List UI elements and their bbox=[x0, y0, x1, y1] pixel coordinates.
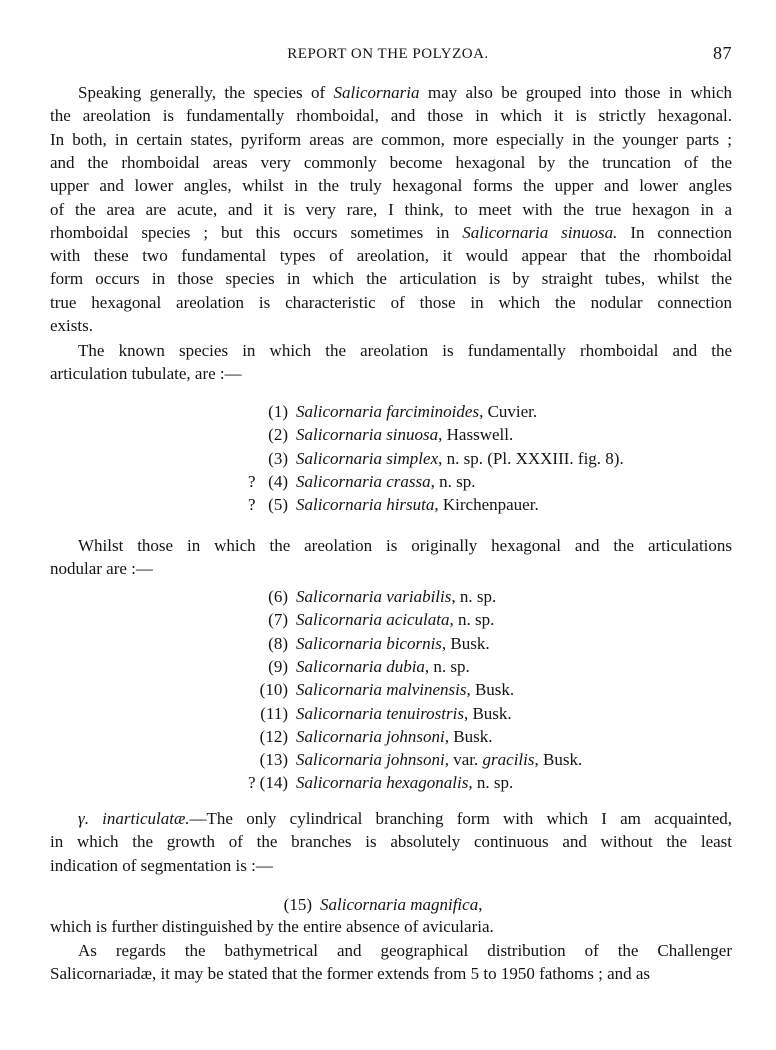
paragraph-line bbox=[50, 535, 732, 557]
paragraph-line bbox=[50, 222, 732, 244]
species-name bbox=[320, 894, 482, 916]
item-number: (15) bbox=[283, 895, 312, 914]
text-run: and the rhomboidal areas very commonly become hexagonal by the truncation of the bbox=[50, 153, 732, 172]
text-run: As regards the bathymetrical and geographical distribution of the Challenger bbox=[78, 941, 732, 960]
text-run: which is further distinguished by the entire absence of avicularia. bbox=[50, 917, 494, 936]
paragraph-line bbox=[50, 808, 732, 830]
text-run: , Busk. bbox=[534, 750, 583, 769]
text-run: , Hasswell. bbox=[438, 425, 514, 444]
text-run: , n. sp. bbox=[449, 610, 495, 629]
species-name bbox=[296, 772, 513, 794]
text-run: , n. sp. bbox=[430, 472, 476, 491]
paragraph-line bbox=[50, 340, 732, 362]
paragraph-line bbox=[50, 855, 732, 877]
paragraph-line bbox=[50, 363, 732, 385]
item-number: (1) bbox=[268, 402, 288, 421]
text-run: In connection bbox=[617, 223, 732, 242]
item-number: (5) bbox=[268, 495, 288, 514]
text-run: true hexagonal areolation is characteristic of those in which the nodular connection bbox=[50, 293, 732, 312]
item-number: (2) bbox=[268, 425, 288, 444]
text-run: of the area are acute, and it is very rare, I think, to meet with the true hexagon in a bbox=[50, 200, 732, 219]
item-number: (3) bbox=[268, 449, 288, 468]
item-number: (7) bbox=[268, 610, 288, 629]
paragraph-line bbox=[50, 105, 732, 127]
species-name bbox=[296, 703, 512, 725]
species-name bbox=[296, 424, 513, 446]
italic-run: Salicornaria johnsoni bbox=[296, 727, 445, 746]
paragraph-line bbox=[50, 292, 732, 314]
species-name bbox=[296, 679, 514, 701]
paragraph-line bbox=[50, 129, 732, 151]
species-name bbox=[296, 656, 470, 678]
item-number: (12) bbox=[259, 727, 288, 746]
paragraph-line bbox=[50, 152, 732, 174]
paragraph-line bbox=[50, 199, 732, 221]
text-run: may also be grouped into those in which bbox=[419, 83, 732, 102]
italic-run: Salicornaria bicornis bbox=[296, 634, 442, 653]
species-name bbox=[296, 633, 490, 655]
item-number: (13) bbox=[259, 750, 288, 769]
paragraph-line bbox=[50, 315, 732, 337]
paragraph-line bbox=[50, 916, 732, 938]
italic-run: γ. inarticulatæ. bbox=[78, 809, 190, 828]
italic-run: gracilis bbox=[482, 750, 535, 769]
text-run: articulation tubulate, are :— bbox=[50, 364, 242, 383]
species-name bbox=[296, 448, 624, 470]
text-run: , n. sp. (Pl. XXXIII. fig. 8). bbox=[438, 449, 624, 468]
text-run: exists. bbox=[50, 316, 93, 335]
paragraph-line bbox=[50, 940, 732, 962]
paragraph-line bbox=[50, 831, 732, 853]
text-run: , Busk. bbox=[441, 634, 490, 653]
italic-run: Salicornaria dubia bbox=[296, 657, 425, 676]
text-run: with these two fundamental types of areolation, it would appear that the rhomboidal bbox=[50, 246, 732, 265]
text-run: , n. sp. bbox=[451, 587, 497, 606]
item-number: (4) bbox=[268, 472, 288, 491]
page-number: 87 bbox=[713, 43, 732, 63]
italic-run: Salicornaria magnifica bbox=[320, 895, 479, 914]
text-run: nodular are :— bbox=[50, 559, 153, 578]
species-name bbox=[296, 494, 539, 516]
paragraph-line bbox=[50, 175, 732, 197]
item-number: (8) bbox=[268, 634, 288, 653]
item-number: (11) bbox=[260, 704, 288, 723]
text-run: , var. bbox=[444, 750, 483, 769]
text-run: , Cuvier. bbox=[479, 402, 538, 421]
italic-run: Salicornaria variabilis bbox=[296, 587, 452, 606]
text-run: , Busk. bbox=[466, 680, 515, 699]
italic-run: Salicornaria sinuosa bbox=[296, 425, 439, 444]
text-run: form occurs in those species in which the articulation is by straight tubes, whilst the bbox=[50, 269, 732, 288]
species-name bbox=[296, 749, 582, 771]
species-name bbox=[296, 471, 475, 493]
text-run: , Kirchenpauer. bbox=[434, 495, 539, 514]
italic-run: Salicornaria johnsoni bbox=[296, 750, 445, 769]
text-run: Whilst those in which the areolation is originally hexagonal and the articulations bbox=[78, 536, 732, 555]
italic-run: Salicornaria farciminoides bbox=[296, 402, 480, 421]
query-mark: ? bbox=[248, 495, 256, 514]
species-name bbox=[296, 401, 537, 423]
paragraph-line bbox=[50, 82, 732, 104]
text-run: rhomboidal species ; but this occurs sometimes in bbox=[50, 223, 463, 242]
italic-run: Salicornaria bbox=[333, 83, 420, 102]
species-name bbox=[296, 726, 492, 748]
italic-run: Salicornaria tenuirostris bbox=[296, 704, 464, 723]
paragraph-line bbox=[50, 268, 732, 290]
italic-run: Salicornaria simplex bbox=[296, 449, 439, 468]
text-run: , Busk. bbox=[444, 727, 493, 746]
italic-run: Salicornaria sinuosa. bbox=[462, 223, 618, 242]
text-run: The known species in which the areolation is fundamentally rhomboidal and the bbox=[78, 341, 732, 360]
text-run: the areolation is fundamentally rhomboidal, and those in which it is strictly hexagonal. bbox=[50, 106, 732, 125]
paragraph-line bbox=[50, 963, 732, 985]
text-run: In both, in certain states, pyriform areas are common, more especially in the younger parts ; bbox=[50, 130, 732, 149]
text-run: Speaking generally, the species of bbox=[78, 83, 334, 102]
running-title: REPORT ON THE POLYZOA. bbox=[287, 46, 489, 62]
species-name bbox=[296, 586, 496, 608]
species-name bbox=[296, 609, 494, 631]
text-run: , Busk. bbox=[463, 704, 512, 723]
item-number: (14) bbox=[259, 773, 288, 792]
item-number: (9) bbox=[268, 657, 288, 676]
italic-run: Salicornaria aciculata bbox=[296, 610, 450, 629]
text-run: , bbox=[478, 895, 483, 914]
italic-run: Salicornaria hirsuta bbox=[296, 495, 435, 514]
italic-run: Salicornaria hexagonalis bbox=[296, 773, 469, 792]
text-run: —The only cylindrical branching form with which I am acquainted, bbox=[189, 809, 732, 828]
text-run: , n. sp. bbox=[424, 657, 470, 676]
paragraph-line bbox=[50, 245, 732, 267]
text-run: , n. sp. bbox=[468, 773, 514, 792]
query-mark: ? bbox=[248, 472, 256, 491]
item-number: (10) bbox=[259, 680, 288, 699]
text-run: indication of segmentation is :— bbox=[50, 856, 273, 875]
query-mark: ? bbox=[248, 773, 256, 792]
text-run: Salicornariadæ, it may be stated that the former extends from 5 to 1950 fathoms ; and as bbox=[50, 964, 651, 983]
paragraph-line bbox=[50, 558, 732, 580]
text-run: upper and lower angles, whilst in the truly hexagonal forms the upper and lower angles bbox=[50, 176, 732, 195]
item-number: (6) bbox=[268, 587, 288, 606]
italic-run: Salicornaria malvinensis bbox=[296, 680, 467, 699]
italic-run: Salicornaria crassa bbox=[296, 472, 431, 491]
text-run: in which the growth of the branches is absolutely continuous and without the least bbox=[50, 832, 732, 851]
